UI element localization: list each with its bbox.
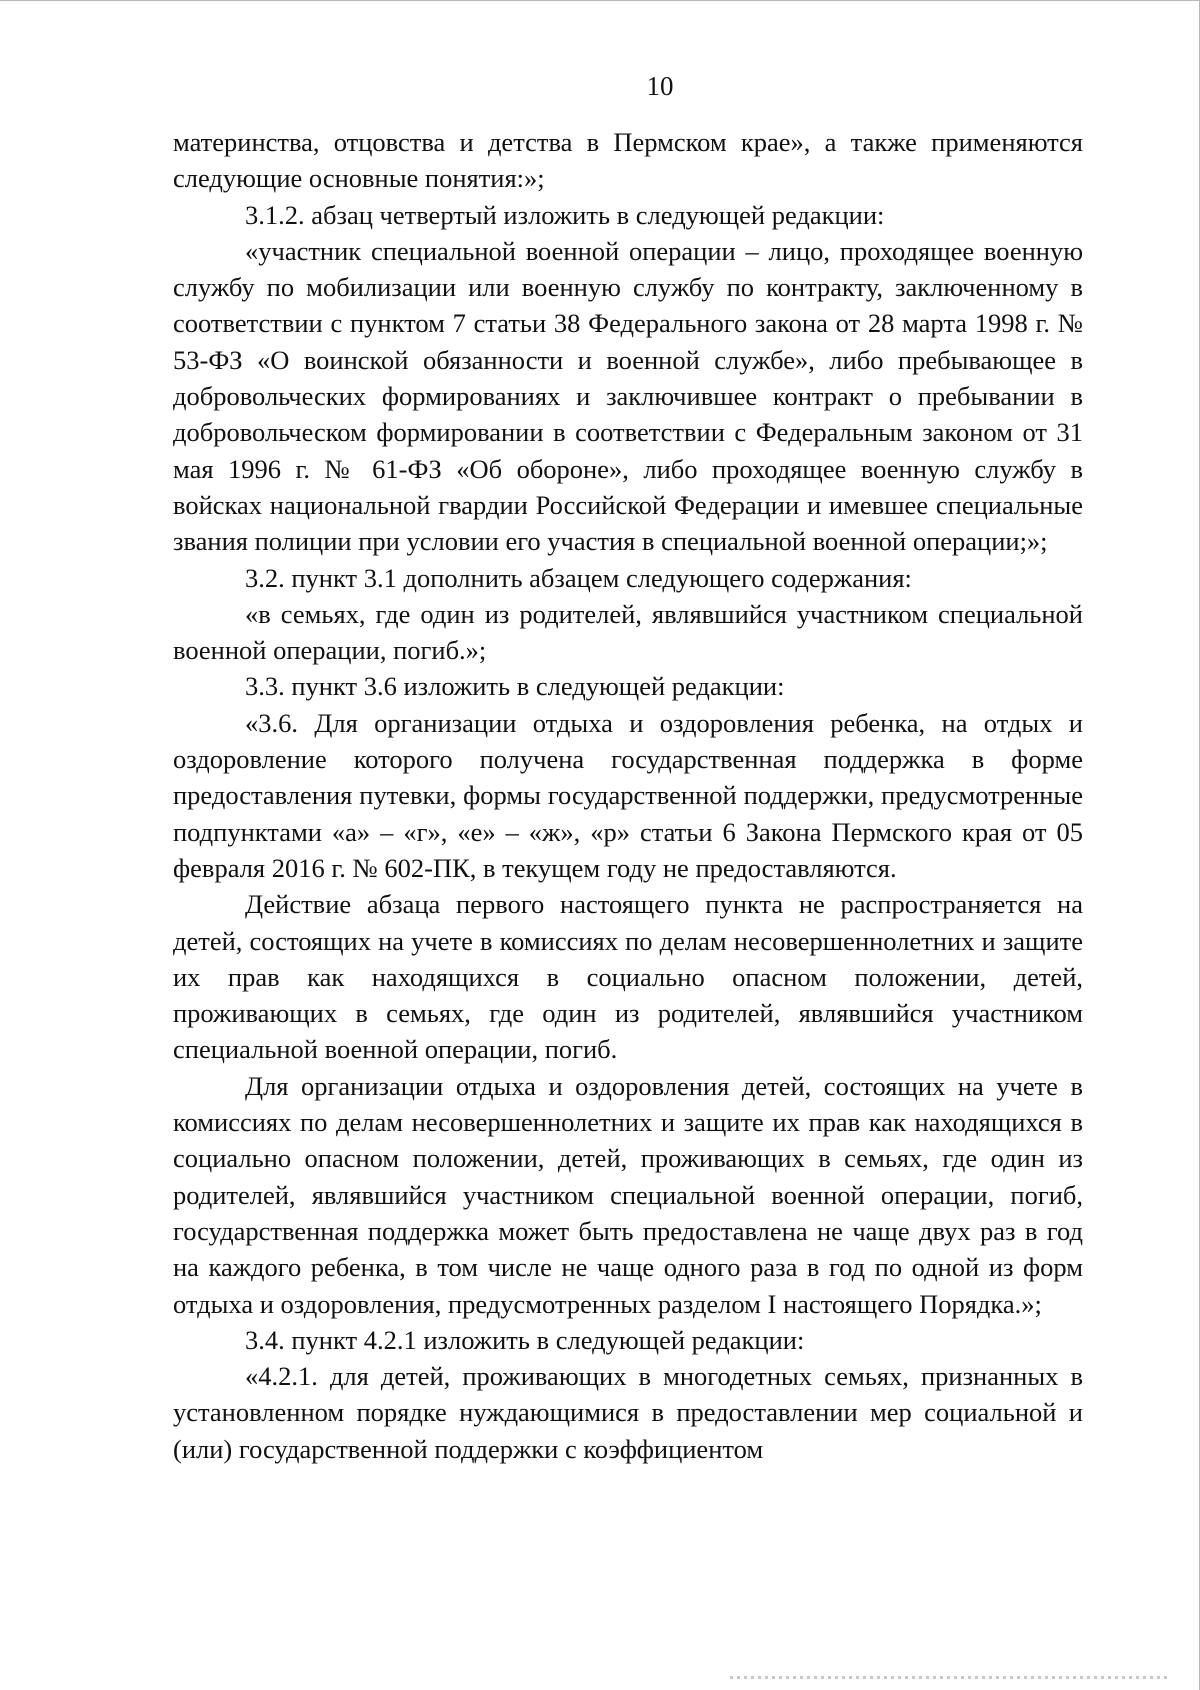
document-body xyxy=(173,124,1083,1467)
paragraph-item-3-1-2: 3.1.2. абзац четвертый изложить в следующей редакции: xyxy=(245,199,885,230)
paragraph-item-3-6: «3.6. Для организации отдыха и оздоровления ребенка, на отдых и оздоровление которого получена государственная поддержка в форме предоставления путевки, формы государственной поддержки, предусмотренные подпунктами «а» – «г», «е» – «ж», «р» статьи 6 Закона Пермского края от 05 февраля 2016 г. № 602-ПК, в текущем году не предоставляются. xyxy=(173,707,1083,883)
page-number: 10 xyxy=(646,71,674,101)
paragraph-support-frequency: Для организации отдыха и оздоровления детей, состоящих на учете в комиссиях по делам несовершеннолетних и защите их прав как находящихся в социально опасном положении, детей, проживающих в семьях, где один из родителей, являвшийся участником специальной военной операции, погиб, государственная поддержка может быть предоставлена не чаще двух раз в год на каждого ребенка, в том числе не чаще одного раза в год по одной из форм отдыха и оздоровления, предусмотренных разделом I настоящего Порядка.»; xyxy=(173,1070,1083,1319)
scan-edge-top xyxy=(0,0,1200,1)
paragraph-families-quote: «в семьях, где один из родителей, являвшийся участником специальной военной операции, погиб.»; xyxy=(173,598,1083,666)
paragraph-continuation: материнства, отцовства и детства в Пермском крае», а также применяются следующие основные понятия:»; xyxy=(173,127,1083,194)
scan-artifact xyxy=(730,1676,1170,1679)
paragraph-exception: Действие абзаца первого настоящего пункта не распространяется на детей, состоящих на учете в комиссиях по делам несовершеннолетних и защите их прав как находящихся в социально опасном положении, детей, проживающих в семьях, где один из родителей, являвшийся участником специальной военной операции, погиб. xyxy=(173,889,1083,1065)
paragraph-item-4-2-1: «4.2.1. для детей, проживающих в многодетных семьях, признанных в установленном порядке нуждающимися в предоставлении мер социальной и (или) государственной поддержки с коэффициентом xyxy=(173,1361,1083,1464)
paragraph-definition-participant: «участник специальной военной операции – лицо, проходящее военную службу по мобилизации или военную службу по контракту, заключенному в соответствии с пунктом 7 статьи 38 Федерального закона от 28 марта 1998 г. № 53-ФЗ «О воинской обязанности и военной службе», либо пребывающее в добровольческих формированиях и заключившее контракт о пребывании в добровольческом формировании в соответствии с Федеральным законом от 31 мая 1996 г. № 61-ФЗ «Об обороне», либо проходящее военную службу в войсках национальной гвардии Российской Федерации и имевшее специальные звания полиции при условии его участия в специальной военной операции;»; xyxy=(173,235,1083,557)
paragraph-item-3-2: 3.2. пункт 3.1 дополнить абзацем следующего содержания: xyxy=(245,562,912,593)
paragraph-item-3-3: 3.3. пункт 3.6 изложить в следующей редакции: xyxy=(245,671,785,702)
paragraph-item-3-4: 3.4. пункт 4.2.1 изложить в следующей редакции: xyxy=(245,1324,805,1355)
